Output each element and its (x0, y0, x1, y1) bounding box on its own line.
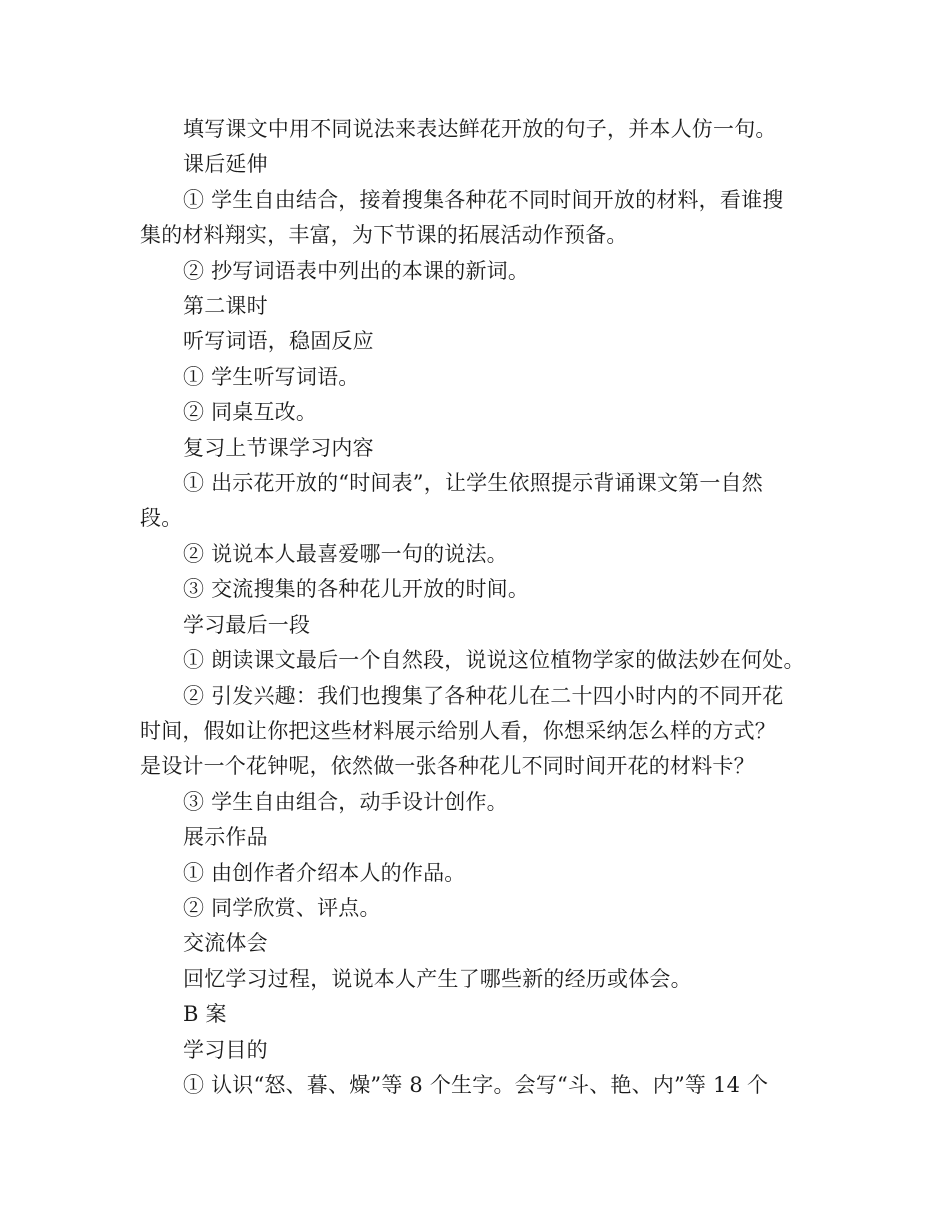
text-line: ② 说说本人最喜爱哪一句的说法。 (183, 541, 508, 566)
section-heading: 交流体会 (183, 931, 268, 956)
text-line: 是设计一个花钟呢，依然做一张各种花儿不同时间开花的材料卡？ (140, 754, 755, 779)
section-heading: B 案 (183, 1002, 227, 1027)
text-line: ① 学生听写词语。 (183, 364, 360, 389)
section-heading: 学习最后一段 (183, 612, 311, 637)
text-line: ② 同学欣赏、评点。 (183, 895, 381, 920)
text-line: ① 出示花开放的“时间表”，让学生依照提示背诵课文第一自然 (183, 471, 763, 496)
document-body (140, 112, 812, 1103)
text-line: 填写课文中用不同说法来表达鲜花开放的句子，并本人仿一句。 (183, 117, 777, 141)
text-line: ② 同桌互改。 (183, 400, 318, 425)
text-line: ① 学生自由结合，接着搜集各种花不同时间开放的材料，看谁搜 (183, 187, 784, 212)
text-line: 时间，假如让你把这些材料展示给别人看，你想采纳怎么样的方式？ (140, 718, 776, 743)
section-heading: 学习目的 (183, 1037, 268, 1062)
section-heading: 课后延伸 (183, 152, 268, 177)
text-line: ① 朗读课文最后一个自然段，说说这位植物学家的做法妙在何处。 (183, 648, 805, 673)
text-line: ② 引发兴趣：我们也搜集了各种花儿在二十四小时内的不同开花 (183, 683, 784, 708)
text-line: ③ 交流搜集的各种花儿开放的时间。 (183, 577, 530, 602)
section-heading: 听写词语，稳固反应 (183, 329, 374, 354)
text-line: ① 由创作者介绍本人的作品。 (183, 860, 466, 885)
text-line: 回忆学习过程，说说本人产生了哪些新的经历或体会。 (183, 966, 692, 991)
section-heading: 第二课时 (183, 294, 268, 319)
section-heading: 复习上节课学习内容 (183, 435, 374, 460)
text-line: 段。 (140, 506, 183, 531)
section-heading: 展示作品 (183, 825, 268, 850)
text-line: ② 抄写词语表中列出的本课的新词。 (183, 258, 530, 283)
text-line: ③ 学生自由组合，动手设计创作。 (183, 789, 508, 814)
text-line: 集的材料翔实，丰富，为下节课的拓展活动作预备。 (140, 223, 628, 248)
text-line: ① 认识“怒、暮、燥”等 8 个生字。会写“斗、艳、内”等 14 个 (183, 1072, 769, 1097)
